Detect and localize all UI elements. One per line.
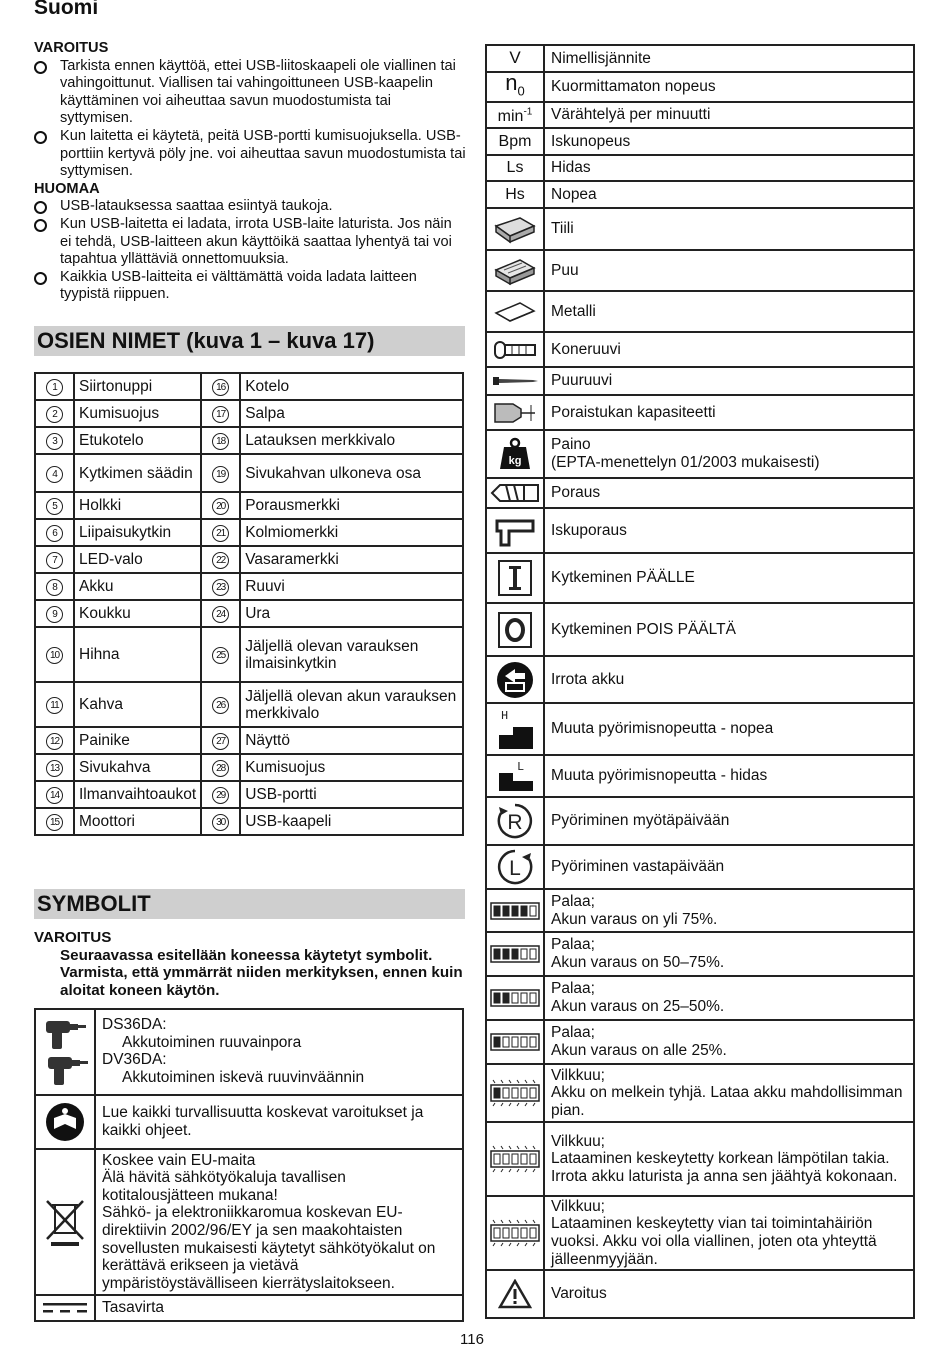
symbol-description: Hidas: [544, 155, 914, 181]
symbol-description: Varoitus: [544, 1270, 914, 1318]
part-name: Kahva: [74, 682, 201, 727]
symbols-warning-text: Seuraavassa esitellään koneessa käytetyt symbolit. Varmista, että ymmärrät niiden merkityksen, ennen kuin aloitat koneen käytön.: [60, 946, 463, 999]
parts-table: [34, 372, 464, 836]
rotate-right-icon: [486, 797, 544, 845]
parts-row: [35, 400, 463, 427]
model-2-desc: Akkutoiminen iskevä ruuvinväännin: [122, 1068, 365, 1086]
symbol-row: [486, 208, 914, 250]
symbol-row: [35, 1295, 463, 1321]
symbol-description: Puuruuvi: [544, 367, 914, 395]
weee-bin-icon: [35, 1149, 95, 1295]
symbol-row: [486, 102, 914, 128]
symbol-row: [486, 395, 914, 430]
symbol-description: Palaa; Akun varaus on yli 75%.: [544, 889, 914, 932]
symbol-row: [486, 976, 914, 1020]
part-name: Etukotelo: [74, 427, 201, 454]
drill-tool-icon: [35, 1009, 95, 1095]
parts-row: [35, 519, 463, 546]
hammer-icon: [486, 508, 544, 553]
symbols-left-table: [34, 1008, 464, 1322]
part-number: 20: [201, 492, 240, 519]
note-item: Kaikkia USB-laitteita ei välttämättä voida ladata laitteen tyypistä riippuen.: [34, 269, 466, 304]
part-number: 3: [35, 427, 74, 454]
part-name: Sivukahva: [74, 754, 201, 781]
part-name: Salpa: [240, 400, 463, 427]
part-name: Jäljellä olevan varauksen ilmaisinkytkin: [240, 627, 463, 682]
part-number: 13: [35, 754, 74, 781]
part-name: USB-kaapeli: [240, 808, 463, 835]
symbol-row: [486, 430, 914, 478]
symbol-row: [486, 889, 914, 932]
model-1: DS36DA:: [102, 1016, 167, 1033]
symbol-description: Puu: [544, 250, 914, 291]
part-name: Holkki: [74, 492, 201, 519]
language-title: Suomi: [34, 0, 99, 19]
symbols-warning: [34, 929, 466, 999]
symbol-row: [486, 845, 914, 889]
warning-item: Kun laitetta ei käytetä, peitä USB-portti kumisuojuksella. USB-porttiin kertyvä pöly jne. voi aiheuttaa savun muodostumista tai syttymisen.: [34, 128, 466, 181]
rotate-left-icon: [486, 845, 544, 889]
read-manual-text: Lue kaikki turvallisuutta koskevat varoitukset ja kaikki ohjeet.: [95, 1095, 463, 1149]
svg-text:R: R: [507, 811, 523, 834]
part-number: 28: [201, 754, 240, 781]
symbol-description: Palaa; Akun varaus on alle 25%.: [544, 1020, 914, 1064]
wood-icon: [486, 250, 544, 291]
symbol-description: Koneruuvi: [544, 332, 914, 367]
part-number: 14: [35, 781, 74, 808]
speed-low-icon: [486, 755, 544, 797]
part-name: Siirtonuppi: [74, 373, 201, 400]
parts-row: [35, 454, 463, 492]
symbols-warning-heading: VAROITUS: [34, 929, 112, 946]
symbol-row: [486, 250, 914, 291]
weee-text: Koskee vain EU-maita Älä hävitä sähkötyökaluja tavallisen kotitalousjätteen mukana! Sähkö- ja elektroniikkaromua koskevan EU-direktiivin 2002/96/EY ja sen maakohtaisten sovellusten mukaisesti käytetyt sähkötyökalut on kerättävä erikseen ja vietävä ympäristöystävälliseen kierrätyslaitokseen.: [95, 1149, 463, 1295]
symbol-row: [486, 1270, 914, 1318]
symbol-description: Irrota akku: [544, 656, 914, 703]
part-name: Sivukahvan ulkoneva osa: [240, 454, 463, 492]
battery-1-icon: [486, 1020, 544, 1064]
chuck-icon: [486, 395, 544, 430]
symbol-description: Vilkkuu; Lataaminen keskeytetty korkean lämpötilan takia. Irrota akku laturista ja anna sen jäähtyä kokonaan.: [544, 1122, 914, 1196]
symbol-row: [486, 291, 914, 332]
parts-row: [35, 682, 463, 727]
part-name: Porausmerkki: [240, 492, 463, 519]
symbol-label: $n_0$: [486, 72, 544, 102]
symbol-row: [486, 656, 914, 703]
symbol-description: Kytkeminen POIS PÄÄLTÄ: [544, 603, 914, 656]
part-number: 26: [201, 682, 240, 727]
part-name: Näyttö: [240, 727, 463, 754]
part-number: 19: [201, 454, 240, 492]
note-item: USB-latauksessa saattaa esiintyä taukoja.: [34, 198, 466, 216]
battery-2-icon: [486, 976, 544, 1020]
model-1-desc: Akkutoiminen ruuvainpora: [122, 1033, 302, 1051]
part-number: 1: [35, 373, 74, 400]
part-name: Kumisuojus: [74, 400, 201, 427]
part-number: 18: [201, 427, 240, 454]
symbol-description: Poraistukan kapasiteetti: [544, 395, 914, 430]
part-number: 10: [35, 627, 74, 682]
part-number: 17: [201, 400, 240, 427]
part-number: 12: [35, 727, 74, 754]
models-cell: [95, 1009, 463, 1095]
part-name: Koukku: [74, 600, 201, 627]
part-name: Kumisuojus: [240, 754, 463, 781]
part-name: Ruuvi: [240, 573, 463, 600]
symbol-description: Palaa; Akun varaus on 25–50%.: [544, 976, 914, 1020]
symbols-right-table: [485, 44, 915, 1319]
symbol-row: [486, 155, 914, 181]
symbol-row: [35, 1009, 463, 1095]
symbol-description: Vilkkuu; Akku on melkein tyhjä. Lataa akku mahdollisimman pian.: [544, 1064, 914, 1122]
part-name: Liipaisukytkin: [74, 519, 201, 546]
part-number: 7: [35, 546, 74, 573]
symbol-label: V: [486, 45, 544, 72]
symbol-description: Muuta pyörimisnopeutta - hidas: [544, 755, 914, 797]
remove-battery-icon: [486, 656, 544, 703]
part-name: LED-valo: [74, 546, 201, 573]
symbol-row: [486, 603, 914, 656]
parts-row: [35, 781, 463, 808]
metal-icon: [486, 291, 544, 332]
parts-row: [35, 373, 463, 400]
symbol-row: [486, 1196, 914, 1270]
drill-bit-icon: [486, 478, 544, 508]
read-manual-icon: [35, 1095, 95, 1149]
part-number: 30: [201, 808, 240, 835]
svg-text:L: L: [517, 760, 525, 774]
symbol-row: [486, 1064, 914, 1122]
symbol-description: Palaa; Akun varaus on 50–75%.: [544, 932, 914, 976]
part-number: 9: [35, 600, 74, 627]
symbol-row: [486, 332, 914, 367]
symbol-row: [486, 932, 914, 976]
battery-blink-2-icon: [486, 1122, 544, 1196]
part-number: 15: [35, 808, 74, 835]
part-name: USB-portti: [240, 781, 463, 808]
warning-block: [34, 40, 466, 304]
note-item: Kun USB-laitetta ei ladata, irrota USB-laite laturista. Jos näin ei tehdä, USB-laitteen akun käyttöikä saattaa lyhentyä tai voi tapahtua yllättäviä onnettomuuksia.: [34, 216, 466, 269]
part-number: 22: [201, 546, 240, 573]
part-number: 6: [35, 519, 74, 546]
switch-off-icon: [486, 603, 544, 656]
symbol-row: [486, 1122, 914, 1196]
part-number: 27: [201, 727, 240, 754]
symbol-row: [486, 1020, 914, 1064]
symbol-description: Pyöriminen vastapäivään: [544, 845, 914, 889]
symbol-label: $\min^{-1}$: [486, 102, 544, 128]
part-number: 25: [201, 627, 240, 682]
part-number: 24: [201, 600, 240, 627]
symbol-description: Nimellisjännite: [544, 45, 914, 72]
part-name: Kytkimen säädin: [74, 454, 201, 492]
speed-high-icon: [486, 703, 544, 755]
symbol-row: [486, 508, 914, 553]
machine-screw-icon: [486, 332, 544, 367]
part-number: 2: [35, 400, 74, 427]
parts-row: [35, 754, 463, 781]
symbol-row: [486, 72, 914, 102]
symbol-label: Hs: [486, 181, 544, 208]
symbol-row: [486, 45, 914, 72]
part-number: 5: [35, 492, 74, 519]
symbol-description: Vilkkuu; Lataaminen keskeytetty vian tai toimintahäiriön vuoksi. Akku voi olla viallinen, joten ota yhteyttä jälleenmyyjään.: [544, 1196, 914, 1270]
switch-on-icon: [486, 553, 544, 603]
battery-4-icon: [486, 889, 544, 932]
svg-text:kg: kg: [508, 455, 522, 467]
parts-row: [35, 600, 463, 627]
symbol-description: Iskuporaus: [544, 508, 914, 553]
model-2: DV36DA:: [102, 1051, 167, 1069]
symbol-description: Muuta pyörimisnopeutta - nopea: [544, 703, 914, 755]
note-heading: HUOMAA: [34, 180, 100, 197]
part-name: Ilmanvaihtoaukot: [74, 781, 201, 808]
page-number: 116: [460, 1331, 484, 1348]
part-number: 11: [35, 682, 74, 727]
symbol-description: Nopea: [544, 181, 914, 208]
symbol-row: [486, 755, 914, 797]
warning-item: Tarkista ennen käyttöä, ettei USB-liitoskaapeli ole viallinen tai vahingoittunut. Viallisen tai vahingoittuneen USB-kaapelin käyttäminen voi aiheuttaa savun muodostumista tai syttymisen.: [34, 58, 466, 128]
symbol-label: Ls: [486, 155, 544, 181]
symbol-description: Poraus: [544, 478, 914, 508]
parts-row: [35, 427, 463, 454]
parts-row: [35, 627, 463, 682]
part-name: Hihna: [74, 627, 201, 682]
symbol-row: [35, 1095, 463, 1149]
brick-icon: [486, 208, 544, 250]
part-name: Kotelo: [240, 373, 463, 400]
symbol-description: Iskunopeus: [544, 128, 914, 155]
dc-icon: [35, 1295, 95, 1321]
parts-row: [35, 546, 463, 573]
symbol-description: Metalli: [544, 291, 914, 332]
symbol-description: Paino (EPTA-menettelyn 01/2003 mukaisesti): [544, 430, 914, 478]
part-name: Vasaramerkki: [240, 546, 463, 573]
part-number: 29: [201, 781, 240, 808]
symbol-row: [486, 797, 914, 845]
part-name: Moottori: [74, 808, 201, 835]
symbol-row: [486, 128, 914, 155]
part-number: 16: [201, 373, 240, 400]
symbol-description: Värähtelyä per minuutti: [544, 102, 914, 128]
battery-blink-1-icon: [486, 1064, 544, 1122]
symbol-description: Tiili: [544, 208, 914, 250]
battery-3-icon: [486, 932, 544, 976]
symbol-row: [486, 181, 914, 208]
part-name: Akku: [74, 573, 201, 600]
wood-screw-icon: [486, 367, 544, 395]
part-number: 23: [201, 573, 240, 600]
part-name: Painike: [74, 727, 201, 754]
parts-row: [35, 727, 463, 754]
symbol-label: Bpm: [486, 128, 544, 155]
symbol-row: [486, 478, 914, 508]
part-name: Jäljellä olevan akun varauksen merkkivalo: [240, 682, 463, 727]
part-number: 8: [35, 573, 74, 600]
part-number: 21: [201, 519, 240, 546]
symbol-description: Pyöriminen myötäpäivään: [544, 797, 914, 845]
symbol-description: Kuormittamaton nopeus: [544, 72, 914, 102]
warning-triangle-icon: [486, 1270, 544, 1318]
symbol-description: Kytkeminen PÄÄLLE: [544, 553, 914, 603]
battery-blink-3-icon: [486, 1196, 544, 1270]
part-number: 4: [35, 454, 74, 492]
dc-text: Tasavirta: [95, 1295, 463, 1321]
parts-row: [35, 573, 463, 600]
weight-icon: [486, 430, 544, 478]
symbol-row: [486, 367, 914, 395]
symbol-row: [35, 1149, 463, 1295]
parts-row: [35, 808, 463, 835]
parts-row: [35, 492, 463, 519]
warning-heading: VAROITUS: [34, 40, 109, 56]
part-name: Ura: [240, 600, 463, 627]
svg-text:H: H: [501, 709, 509, 723]
symbols-section-title: SYMBOLIT: [34, 889, 465, 919]
parts-section-title: OSIEN NIMET (kuva 1 – kuva 17): [34, 326, 465, 356]
part-name: Kolmiomerkki: [240, 519, 463, 546]
symbol-row: [486, 553, 914, 603]
svg-text:L: L: [509, 857, 521, 880]
symbol-row: [486, 703, 914, 755]
part-name: Latauksen merkkivalo: [240, 427, 463, 454]
